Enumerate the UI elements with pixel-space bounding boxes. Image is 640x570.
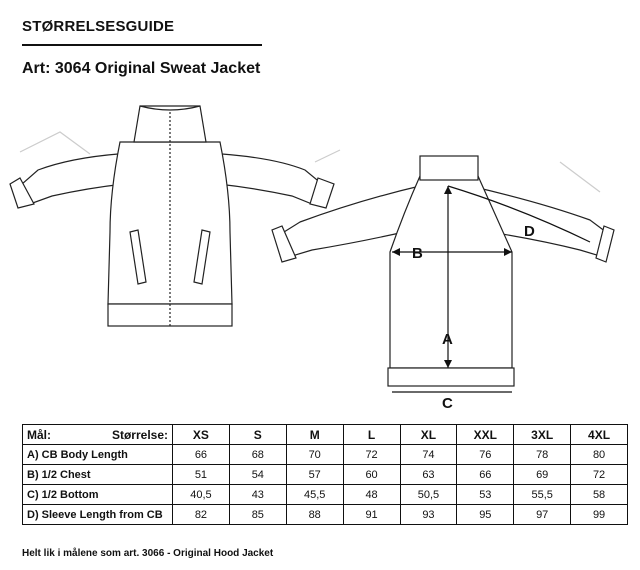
table-row [23,485,628,505]
size-header: XXL [457,425,514,445]
table-row [23,445,628,465]
row-label: A) CB Body Length [23,445,173,465]
table-header-row [23,425,628,445]
table-cell: 78 [514,445,571,465]
table-cell: 72 [571,465,628,485]
table-cell: 53 [457,485,514,505]
table-cell: 74 [400,445,457,465]
table-cell: 51 [173,465,230,485]
table-cell: 40,5 [173,485,230,505]
header-label-cell [23,425,173,445]
size-header: M [286,425,343,445]
table-cell: 72 [343,445,400,465]
footer-note: Helt lik i målene som art. 3066 - Original Hood Jacket [22,548,274,559]
table-cell: 66 [457,465,514,485]
table-cell: 60 [343,465,400,485]
size-label: Størrelse: [111,427,168,442]
label-d: D [524,223,535,240]
table-cell: 88 [286,505,343,525]
table-cell: 68 [229,445,286,465]
table-cell: 66 [173,445,230,465]
table-cell: 58 [571,485,628,505]
size-header: S [229,425,286,445]
table-cell: 45,5 [286,485,343,505]
article-title: Art: 3064 Original Sweat Jacket [22,60,261,77]
row-label: D) Sleeve Length from CB [23,505,173,525]
table-cell: 85 [229,505,286,525]
table-cell: 48 [343,485,400,505]
table-cell: 93 [400,505,457,525]
table-cell: 95 [457,505,514,525]
size-header: L [343,425,400,445]
table-cell: 69 [514,465,571,485]
table-cell: 91 [343,505,400,525]
size-header: 3XL [514,425,571,445]
table-cell: 43 [229,485,286,505]
size-header: XL [400,425,457,445]
label-c: C [442,395,453,410]
table-cell: 97 [514,505,571,525]
table-cell: 70 [286,445,343,465]
row-label: B) 1/2 Chest [23,465,173,485]
size-header: XS [173,425,230,445]
table-cell: 63 [400,465,457,485]
table-row [23,505,628,525]
maal-label: Mål: [27,427,51,442]
table-cell: 54 [229,465,286,485]
jacket-illustration [0,92,640,410]
title-divider [22,44,262,46]
table-cell: 76 [457,445,514,465]
label-b: B [412,245,423,262]
table-cell: 99 [571,505,628,525]
row-label: C) 1/2 Bottom [23,485,173,505]
table-cell: 82 [173,505,230,525]
label-a: A [442,331,453,348]
table-row [23,465,628,485]
table-cell: 80 [571,445,628,465]
table-cell: 50,5 [400,485,457,505]
table-cell: 55,5 [514,485,571,505]
page-title: STØRRELSESGUIDE [22,18,175,35]
front-view-drawing [10,106,334,326]
size-header: 4XL [571,425,628,445]
size-table [22,424,628,525]
table-cell: 57 [286,465,343,485]
